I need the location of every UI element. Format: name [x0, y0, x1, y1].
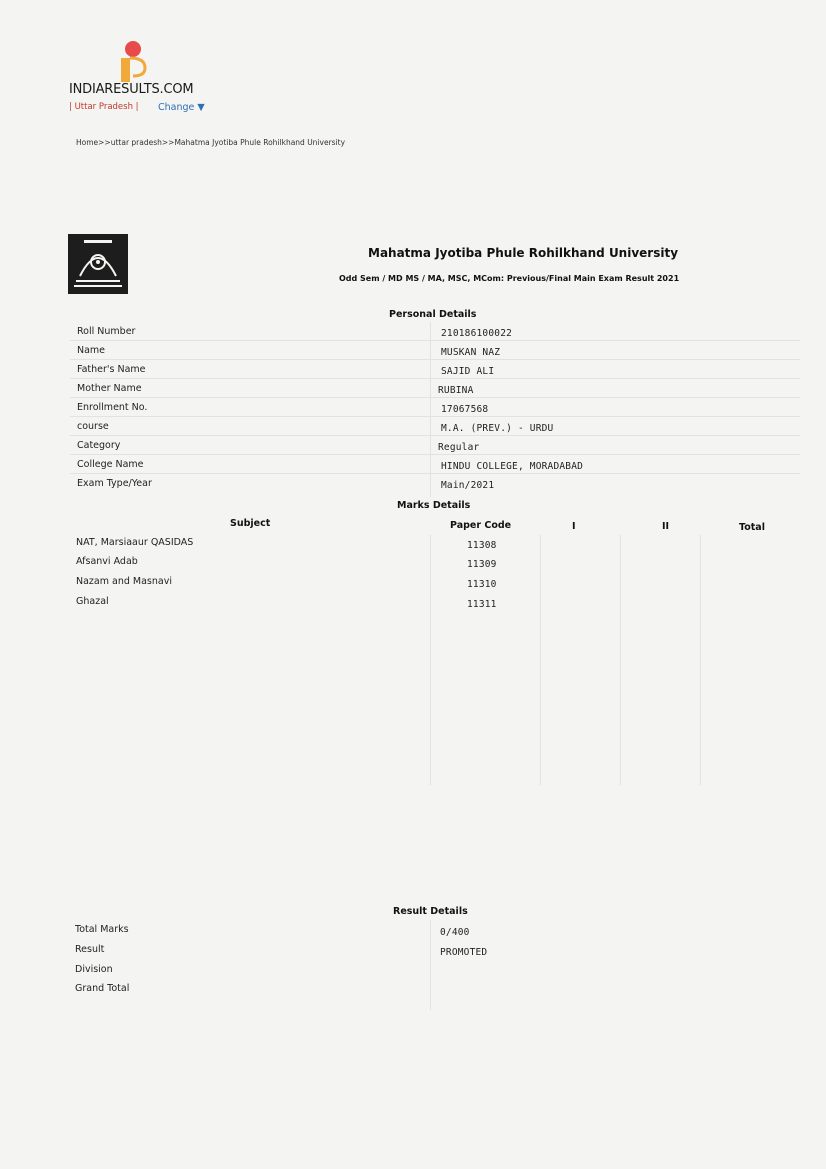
divider — [430, 535, 431, 785]
name-value: MUSKAN NAZ — [441, 347, 501, 358]
personal-details-heading: Personal Details — [389, 309, 477, 320]
divider — [70, 454, 800, 455]
divider — [620, 535, 621, 785]
table-row-subject: Nazam and Masnavi — [76, 576, 172, 587]
divider — [700, 535, 701, 785]
table-row-code: 11309 — [467, 559, 497, 570]
table-row-subject: NAT, Marsiaaur QASIDAS — [76, 537, 194, 548]
table-row-code: 11308 — [467, 540, 497, 551]
total-column-header: Total — [739, 522, 765, 533]
university-seal — [68, 234, 128, 294]
mother-name-label: Mother Name — [77, 383, 142, 394]
college-name-value: HINDU COLLEGE, MORADABAD — [441, 461, 584, 472]
divider — [540, 535, 541, 785]
exam-subtitle: Odd Sem / MD MS / MA, MSC, MCom: Previous/Final Main Exam Result 2021 — [339, 274, 680, 283]
indiaresults-logo-icon — [119, 40, 149, 84]
subject-column-header: Subject — [230, 518, 271, 529]
name-label: Name — [77, 345, 106, 356]
paper-code-column-header: Paper Code — [450, 520, 512, 531]
site-brand[interactable]: INDIARESULTS.COM — [69, 82, 194, 97]
divider — [70, 473, 800, 474]
roll-number-label: Roll Number — [77, 326, 136, 337]
table-row-subject: Ghazal — [76, 596, 109, 607]
father-name-label: Father's Name — [77, 364, 146, 375]
marks-details-heading: Marks Details — [397, 500, 471, 511]
region-label: | Uttar Pradesh | — [69, 102, 139, 112]
grand-total-label: Grand Total — [75, 983, 130, 994]
table-row-subject: Afsanvi Adab — [76, 556, 138, 567]
divider — [70, 359, 800, 360]
divider — [70, 378, 800, 379]
result-value: PROMOTED — [440, 947, 488, 958]
divider — [430, 322, 431, 497]
enrollment-value: 17067568 — [441, 404, 489, 415]
enrollment-label: Enrollment No. — [77, 402, 148, 413]
exam-type-value: Main/2021 — [441, 480, 495, 491]
divider — [70, 340, 800, 341]
table-row-code: 11311 — [467, 599, 497, 610]
category-label: Category — [77, 440, 121, 451]
marks-ii-column-header: II — [662, 521, 670, 532]
course-label: course — [77, 421, 109, 432]
roll-number-value: 210186100022 — [441, 328, 513, 339]
marks-i-column-header: I — [572, 521, 576, 532]
total-marks-value: 0/400 — [440, 927, 470, 938]
category-value: Regular — [438, 442, 480, 453]
divider — [70, 416, 800, 417]
university-seal-icon — [68, 234, 128, 294]
university-title: Mahatma Jyotiba Phule Rohilkhand University — [368, 246, 679, 260]
breadcrumb[interactable]: Home>>uttar pradesh>>Mahatma Jyotiba Phule Rohilkhand University — [76, 138, 346, 147]
division-label: Division — [75, 964, 113, 975]
divider — [70, 435, 800, 436]
result-details-heading: Result Details — [393, 906, 468, 917]
father-name-value: SAJID ALI — [441, 366, 495, 377]
college-name-label: College Name — [77, 459, 144, 470]
mother-name-value: RUBINA — [438, 385, 474, 396]
exam-type-label: Exam Type/Year — [77, 478, 152, 489]
total-marks-label: Total Marks — [75, 924, 129, 935]
divider — [430, 920, 431, 1010]
divider — [70, 397, 800, 398]
change-region-link[interactable]: Change ▼ — [158, 102, 205, 113]
result-label: Result — [75, 944, 105, 955]
table-row-code: 11310 — [467, 579, 497, 590]
course-value: M.A. (PREV.) - URDU — [441, 423, 554, 434]
